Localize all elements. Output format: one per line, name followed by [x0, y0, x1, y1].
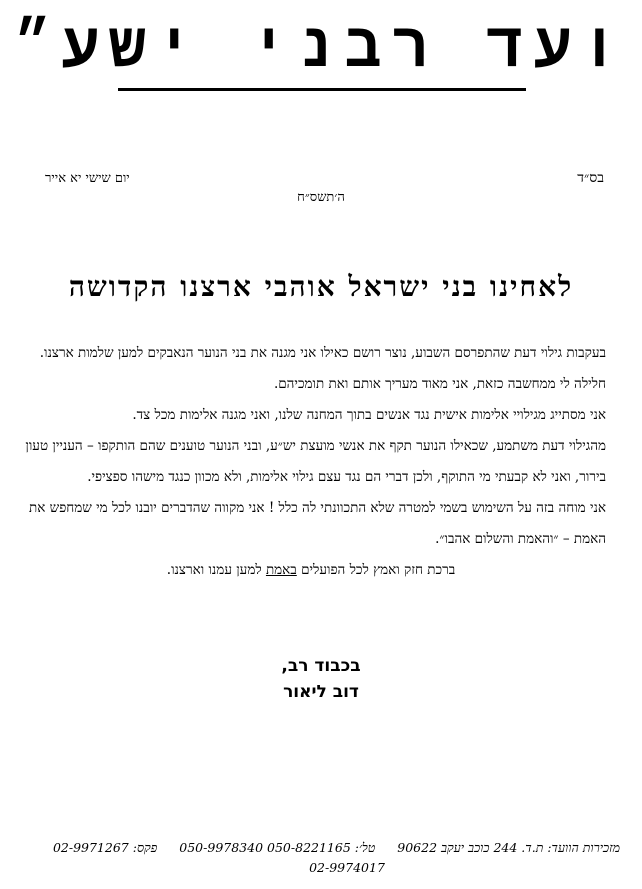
paragraph-2: אני מסתייג מגילויי אלימות אישית נגד אנשים בתוך המחנה שלנו, ואני מגנה אלימות מכל צד. — [132, 407, 606, 423]
underlined-word: באמת — [265, 562, 297, 578]
phone-number-b: 050-8221165 — [267, 840, 351, 855]
paragraph-5 — [16, 555, 606, 586]
salutation: בכבוד רב, — [281, 656, 361, 676]
footer-row — [14, 838, 620, 858]
fax-label: פקס: — [132, 840, 158, 855]
hebrew-year: ה׳תשס״ח — [297, 190, 345, 205]
paragraph-3: מהגילוי דעת משתמע, שכאילו הנוער תקף את אנשי מועצת יש״ע, ובני הנוער טוענים שהם הותקפו – העניין טעון בירור, ואני לא קבעתי מי התוקף, ולכן דברי הם נגד עצם גילוי אלימות, ולא מכוון כנגד מישהו ספציפי. — [25, 438, 606, 485]
office-label: מזכירות הוועד: — [547, 840, 620, 855]
fax-number: 02-9971267 — [52, 840, 129, 855]
paragraph-5-end: למען עמנו וארצנו. — [166, 562, 266, 578]
phone-label: טל׳: — [354, 840, 376, 855]
signature: דוב ליאור — [283, 682, 359, 702]
organization-title: ועד רבני ישע״ — [14, 8, 628, 81]
bsd-header: בס״ד — [577, 170, 604, 186]
footer-contact — [14, 838, 620, 878]
letter-headline: לאחינו בני ישראל אוהבי ארצנו הקדושה — [68, 270, 574, 303]
phone-number-a: 050-9978340 — [179, 840, 264, 855]
paragraph-4: אני מוחה בזה על השימוש בשמי למטרה שלא התכוונתי לה כלל ! אני מקווה שהדברים יובנו לכל מי שמחפש את האמת – ״והאמת והשלום אהבו״. — [29, 500, 606, 547]
closing-block — [0, 653, 642, 705]
paragraph-1: בעקבות גילוי דעת שהתפרסם השבוע, נוצר רושם כאילו אני מגנה את בני הנוער הנאבקים למען שלמות ארצנו. חלילה לי ממחשבה כזאת, אני מאוד מעריך אותם ואת תומכיהם. — [39, 345, 606, 392]
hebrew-date: יום שישי יא אייר — [45, 171, 130, 186]
paragraph-5-start: ברכת חזק ואמץ לכל הפועלים — [296, 562, 456, 578]
office-address: ת.ד. 244 כוכב יעקב 90622 — [397, 840, 544, 855]
phone-number-c: 02-9974017 — [309, 860, 385, 875]
letter-body — [16, 338, 606, 586]
title-underline-rule — [118, 88, 526, 91]
